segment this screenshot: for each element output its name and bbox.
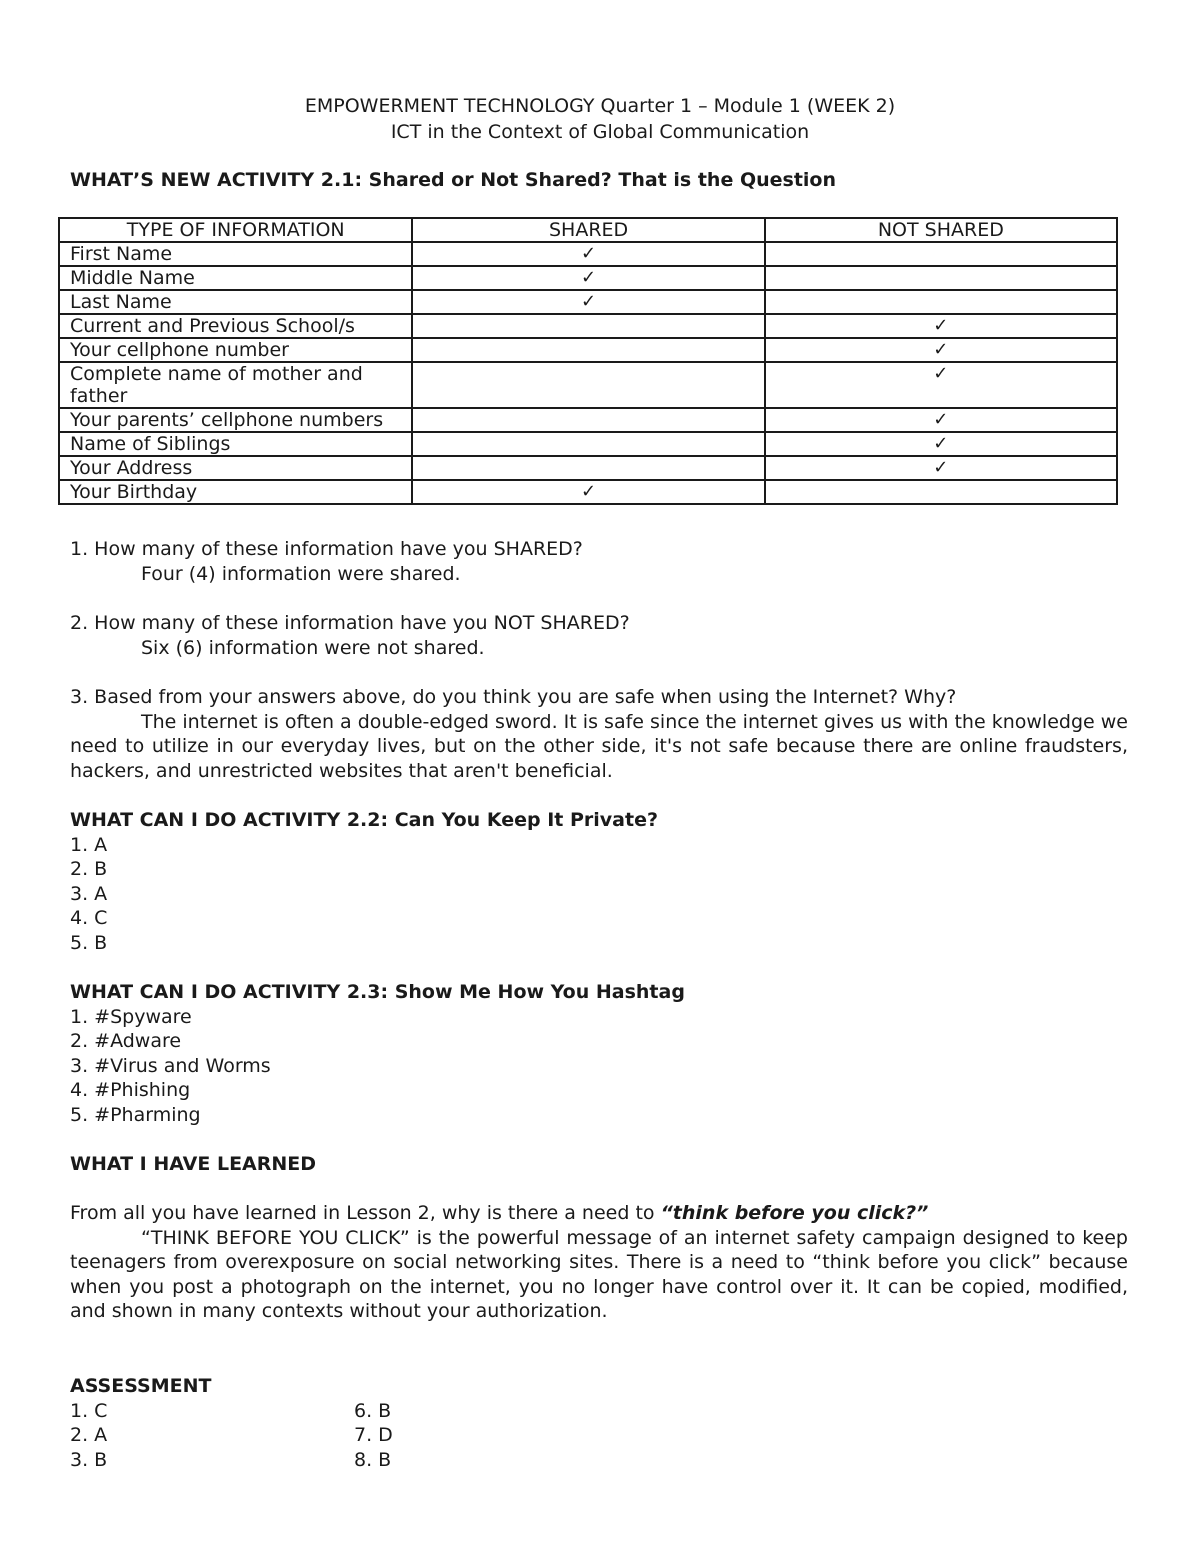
shared-check-cell xyxy=(412,432,764,456)
question-2 xyxy=(70,611,1128,660)
list-item: 1. C xyxy=(70,1399,108,1422)
list-item: 3. #Virus and Worms xyxy=(70,1054,271,1077)
assessment-section xyxy=(70,1374,1128,1472)
question-1 xyxy=(70,537,1128,586)
question-text: 2. How many of these information have you NOT SHARED? xyxy=(70,612,630,634)
learned-question xyxy=(70,1201,1128,1226)
info-type-cell: Current and Previous School/s xyxy=(59,314,412,338)
shared-check-cell xyxy=(412,338,764,362)
table-row xyxy=(59,338,1117,362)
not-shared-check-cell xyxy=(765,480,1117,504)
question-text: 3. Based from your answers above, do you think you are safe when using the Internet? Why? xyxy=(70,686,957,708)
not-shared-check-cell: ✓ xyxy=(765,456,1117,480)
list-item: 2. A xyxy=(70,1424,108,1447)
shared-check-cell xyxy=(412,456,764,480)
activity-2-3 xyxy=(70,980,1128,1128)
shared-check-cell xyxy=(412,314,764,338)
learned-heading: WHAT I HAVE LEARNED xyxy=(70,1153,317,1175)
table-row xyxy=(59,266,1117,290)
assessment-heading: ASSESSMENT xyxy=(70,1375,212,1397)
list-item: 5. #Pharming xyxy=(70,1103,201,1126)
not-shared-check-cell: ✓ xyxy=(765,408,1117,432)
question-3 xyxy=(70,685,1128,783)
column-header-not-shared: NOT SHARED xyxy=(765,218,1117,242)
list-item: 2. B xyxy=(70,858,108,881)
document-header xyxy=(0,93,1200,145)
table-row xyxy=(59,242,1117,266)
shared-check-cell xyxy=(412,408,764,432)
information-table xyxy=(58,217,1118,505)
table-row xyxy=(59,456,1117,480)
table-header-row xyxy=(59,218,1117,242)
list-item: 7. D xyxy=(354,1424,393,1447)
not-shared-check-cell: ✓ xyxy=(765,432,1117,456)
list-item: 2. #Adware xyxy=(70,1030,182,1053)
learned-section xyxy=(70,1201,1128,1324)
list-item: 5. B xyxy=(70,931,108,954)
list-item: 4. C xyxy=(70,907,108,930)
document-subtitle: ICT in the Context of Global Communication xyxy=(390,121,810,143)
shared-check-cell: ✓ xyxy=(412,242,764,266)
activity-2-1-heading: WHAT’S NEW ACTIVITY 2.1: Shared or Not Shared? That is the Question xyxy=(70,169,836,191)
list-item: 4. #Phishing xyxy=(70,1079,191,1102)
answer-text: The internet is often a double-edged sword. It is safe since the internet gives us with the knowledge we need to utilize in our everyday lives, but on the other side, it's not safe because there are online fraudsters, hackers, and unrestricted websites that aren't beneficial. xyxy=(70,710,1128,782)
column-header-type: TYPE OF INFORMATION xyxy=(59,218,412,242)
assessment-answers xyxy=(70,1399,1128,1473)
not-shared-check-cell: ✓ xyxy=(765,314,1117,338)
activity-2-2-heading: WHAT CAN I DO ACTIVITY 2.2: Can You Keep It Private? xyxy=(70,809,658,831)
table-row xyxy=(59,362,1117,408)
info-type-cell: Your parents’ cellphone numbers xyxy=(59,408,412,432)
shared-check-cell xyxy=(412,362,764,408)
answer-text: Six (6) information were not shared. xyxy=(141,636,485,659)
learned-question-prefix: From all you have learned in Lesson 2, why is there a need to xyxy=(70,1202,661,1224)
column-header-shared: SHARED xyxy=(412,218,764,242)
info-type-cell: Name of Siblings xyxy=(59,432,412,456)
shared-check-cell: ✓ xyxy=(412,266,764,290)
list-item: 8. B xyxy=(354,1448,392,1471)
table-row xyxy=(59,290,1117,314)
info-type-cell: Complete name of mother and father xyxy=(59,362,412,408)
not-shared-check-cell: ✓ xyxy=(765,362,1117,408)
list-item: 3. A xyxy=(70,882,108,905)
info-type-cell: Last Name xyxy=(59,290,412,314)
info-type-cell: Middle Name xyxy=(59,266,412,290)
activity-2-3-heading: WHAT CAN I DO ACTIVITY 2.3: Show Me How You Hashtag xyxy=(70,981,685,1003)
document-title: EMPOWERMENT TECHNOLOGY Quarter 1 – Module 1 (WEEK 2) xyxy=(304,95,896,117)
not-shared-check-cell: ✓ xyxy=(765,338,1117,362)
info-type-cell: Your cellphone number xyxy=(59,338,412,362)
learned-answer: “THINK BEFORE YOU CLICK” is the powerful message of an internet safety campaign designed to keep teenagers from overexposure on social networking sites. There is a need to “think before you click” because when you post a photograph on the internet, you no longer have control over it. It can be copied, modified, and shown in many contexts without your authorization. xyxy=(70,1226,1128,1323)
activity-2-2 xyxy=(70,808,1128,956)
info-type-cell: First Name xyxy=(59,242,412,266)
not-shared-check-cell xyxy=(765,242,1117,266)
info-type-cell: Your Address xyxy=(59,456,412,480)
table-row xyxy=(59,432,1117,456)
not-shared-check-cell xyxy=(765,266,1117,290)
shared-check-cell: ✓ xyxy=(412,480,764,504)
table-row xyxy=(59,480,1117,504)
list-item: 1. #Spyware xyxy=(70,1005,192,1028)
list-item: 1. A xyxy=(70,833,108,856)
info-type-cell: Your Birthday xyxy=(59,480,412,504)
list-item: 6. B xyxy=(354,1399,392,1422)
question-text: 1. How many of these information have you SHARED? xyxy=(70,538,583,560)
learned-question-emphasis: “think before you click?” xyxy=(660,1202,929,1224)
shared-check-cell: ✓ xyxy=(412,290,764,314)
answer-text: Four (4) information were shared. xyxy=(141,562,461,585)
table-row xyxy=(59,314,1117,338)
list-item: 3. B xyxy=(70,1448,108,1471)
table-row xyxy=(59,408,1117,432)
not-shared-check-cell xyxy=(765,290,1117,314)
